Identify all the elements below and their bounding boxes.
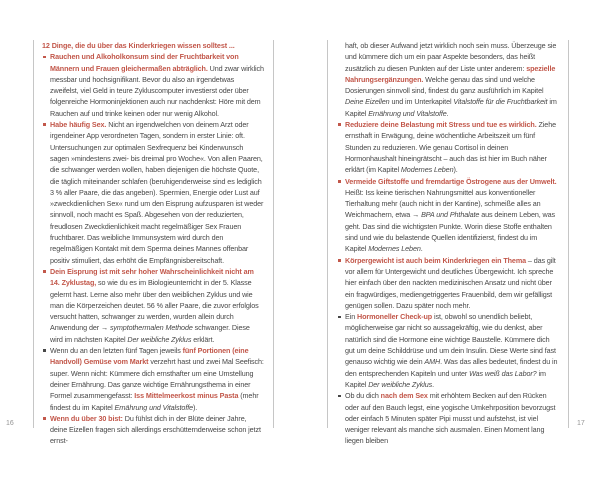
text-segment-plain: ). <box>453 165 458 175</box>
right-page-text-column <box>337 40 559 447</box>
text-segment-plain: so wie du es im Biologieunterricht in der 5. Klasse gelernt hast. Lerne also mehr über den weiblichen Zyklus und wie man die Körperzeichen deutet. 56 % aller Paare, die zuvor erfolglos versucht hatten, schwanger zu werden, wurden allein durch Anwendung der → <box>50 278 259 333</box>
bullet-icon <box>338 180 341 183</box>
text-segment-italic: Vitalstoffe für die Fruchtbarkeit <box>453 97 548 107</box>
text-segment-italic: Was weiß das Labor? <box>469 368 537 378</box>
text-segment-italic: Der weibliche Zyklus <box>368 379 433 389</box>
text-segment-plain: Nicht an irgendwelchen von deinem Arzt oder irgendeiner App verordneten Tagen, sondern in erster Linie: oft. Untersuchungen zur optimalen Sexfrequenz bei Kinderwunsch sagen »mindestens zwei- bis dreimal pro Woche«. Von allen Paaren, die schwanger werden wollen, haben diejenigen die höchste Quote, die täglich miteinander schlafen (beruhigenderweise sind es lediglich 3 % aller Paare, die das angeben). Spermien, Energie oder Lust auf »zweckdienlichen Sex« rund um den Eisprung aufzusparen ist weder sinnvoll, noch macht es Spaß. Abgesehen von der reduzierten, freudlosen Zweckdienlichkeit macht regelmäßiger Sex Frauen fruchtbarer. Das weibliche Immunsystem wird durch den regelmäßigen Kontakt mit dem Sperma deines Mannes offenbar positiv stimuliert, das erhöht die Empfängnisbereitschaft. <box>50 120 264 265</box>
bullet-icon <box>338 259 341 262</box>
text-segment-plain: . <box>432 379 434 389</box>
text-segment-plain: verzehrt hast und zwei Mal Seefisch: super. Wenn nicht: Kümmere dich ernsthafter um eine Umstellung deiner Ernährung. Das ganze wichtige Ernährungsthema in einer Formel zusammengefasst: <box>50 357 264 401</box>
text-segment-accent: nach dem Sex <box>380 391 428 401</box>
text-segment-plain: Wenn du an den letzten fünf Tagen jeweils <box>50 346 183 356</box>
bullet-icon <box>338 123 341 126</box>
text-segment-italic: AMH <box>424 357 441 367</box>
list-item <box>42 345 264 413</box>
text-segment-plain: Und zwar wirklich messbar und hochsignifikant. Bevor du also an irgendetwas zweifelst, viel Geld in teure Zykluscomputer investierst oder über folgenreiche Hormoninjektionen auch nur nachdenkst: Höre mit dem Rauchen auf und trinke keinen oder nur wenig Alkohol. <box>50 63 264 118</box>
left-page-paragraphs <box>42 51 264 446</box>
text-segment-plain: Du fühlst dich in der Blüte deiner Jahre, deine Eizellen fragen sich allerdings erschütternderweise schon jetzt ernst- <box>50 413 261 446</box>
text-segment-accent: Iss Mittelmeerkost minus Pasta <box>134 391 239 401</box>
list-item <box>42 119 264 266</box>
text-segment-italic: Der weibliche Zyklus <box>127 334 192 344</box>
list-item <box>42 51 264 119</box>
bullet-icon <box>43 56 46 59</box>
bullet-icon <box>338 316 341 319</box>
page-number-left: 16 <box>6 420 14 427</box>
list-item <box>337 40 559 119</box>
text-segment-plain: Ob du dich <box>345 391 381 401</box>
text-segment-plain: – das gilt vor allem für Untergewicht und deutliches Übergewicht. Ich spreche hier einfach über den nackten medizinischen Ansatz und nicht über ein fragwürdiges, mediengetriggertes Frauenbild, dem wir gefälligst genügen sollen. Dazu später noch mehr. <box>345 255 556 310</box>
text-segment-accent: Wenn du über 30 bist: <box>50 413 123 423</box>
text-segment-plain: und im Unterkapitel <box>389 97 454 107</box>
text-segment-plain: schwanger. Diese wird im nächsten Kapitel <box>50 323 250 344</box>
right-page-inner-rule <box>327 40 328 428</box>
text-segment-plain: Ein <box>345 312 357 322</box>
text-segment-plain: . <box>420 244 423 254</box>
right-page-outer-rule <box>568 40 569 428</box>
left-page-text-column <box>42 40 264 447</box>
list-item <box>337 176 559 255</box>
text-segment-italic: Modernes Leben <box>368 244 421 254</box>
text-segment-plain: (mehr findest du im Kapitel <box>50 391 259 412</box>
bullet-icon <box>43 123 46 126</box>
text-segment-italic: Deine Eizellen <box>345 97 390 107</box>
text-segment-italic: BPA und Phthalate <box>421 210 480 220</box>
bullet-icon <box>43 349 46 352</box>
text-segment-plain: Welche genau das sind und welche Dosierungen sinnvoll sind, findest du ganz ausführlich im Kapitel <box>345 74 544 96</box>
text-segment-accent: Reduziere deine Belastung mit Stress und tue es wirklich. <box>345 120 537 130</box>
text-segment-plain: . Was das alles bedeutet, findest du in den entsprechenden Kapiteln und unter <box>345 357 558 378</box>
text-segment-plain: aus deinem Leben, was geht. Das sind die wichtigsten Punkte. Worin diese Stoffe enthalten sind und wie du belastende Quellen identifizierst, findest du im Kapitel <box>345 210 556 254</box>
list-item <box>42 266 264 345</box>
page-number-right: 17 <box>577 420 585 427</box>
text-segment-italic: Modernes Leben <box>400 165 454 175</box>
text-segment-italic: symptothermalen Methode <box>109 323 193 333</box>
chapter-list-heading: 12 Dinge, die du über das Kinderkriegen wissen solltest ... <box>42 41 235 50</box>
left-page-inner-rule <box>273 40 274 428</box>
text-segment-plain: . <box>446 108 449 118</box>
list-item <box>337 311 559 390</box>
text-segment-plain: haft, ob dieser Aufwand jetzt wirklich noch sein muss. Überzeuge sie und kümmere dich um ein paar Aspekte besonders, das heißt zusätzlich zu diesen Punkten auf der Liste unter anderem: <box>345 41 557 73</box>
text-segment-accent: Vermeide Giftstoffe und fremdartige Östrogene aus der Umwelt. <box>345 176 557 186</box>
text-segment-accent: fünf Portionen (eine Handvoll) Gemüse vom Markt <box>50 346 249 367</box>
left-page-outer-rule <box>33 40 34 428</box>
list-item <box>337 390 559 446</box>
text-segment-plain: ). <box>193 402 198 412</box>
text-segment-plain: im Kapitel <box>345 97 557 118</box>
bullet-icon <box>338 395 341 398</box>
text-segment-italic: Ernährung und Vitalstoffe <box>368 108 447 118</box>
text-segment-accent: spezielle Nahrungsergänzungen. <box>345 63 556 84</box>
bullet-icon <box>43 417 46 420</box>
text-segment-plain: erklärt. <box>191 334 215 344</box>
text-segment-plain: ist, obwohl so unendlich beliebt, möglicherweise gar nicht so aussagekräftig, wie du denkst, aber natürlich sind die Hormone eine wichtige Baustelle. Kümmere dich gut um deine Schilddrüse und um dein Insulin. Diese Werte sind fast genauso wichtig wie dein <box>345 312 556 367</box>
list-item <box>337 255 559 311</box>
list-item <box>42 413 264 447</box>
text-segment-accent: Körpergewicht ist auch beim Kinderkriegen ein Thema <box>345 255 527 265</box>
text-segment-accent: Rauchen und Alkoholkonsum sind der Fruchtbarkeit von Männern und Frauen gleichermaßen abträglich. <box>50 52 239 73</box>
text-segment-accent: Habe häufig Sex. <box>50 120 107 130</box>
bullet-icon <box>43 270 46 273</box>
text-segment-accent: Hormoneller Check-up <box>357 312 433 322</box>
text-segment-plain: Heißt: Iss keine tierischen Nahrungsmittel aus konventioneller Tierhaltung mehr (auch nicht in der Kantine), schmeiße alles an Weichmachern, etwa → <box>345 187 541 220</box>
text-segment-plain: Ziehe ernsthaft in Erwägung, deine wöchentliche Arbeitszeit um fünf Stunden zu reduzieren. Wie genau Cortisol in deinen Hormonhaushalt hineingrätscht – auch das ist hier im Buch näher erklärt (im Kapitel <box>345 120 556 175</box>
text-segment-accent: Dein Eisprung ist mit sehr hoher Wahrscheinlichkeit nicht am 14. Zyklustag, <box>50 266 254 288</box>
list-item <box>337 119 559 175</box>
right-page-paragraphs <box>337 40 559 447</box>
text-segment-plain: mit erhöhtem Becken auf den Rücken oder auf den Bauch legst, eine yogische Umkehrposition bevorzugst oder einfach 5 Minuten später Pipi musst und aufstehst, ist viel weniger relevant als manche sich ausmalen. Einen Moment lang liegen bleiben <box>345 391 556 446</box>
text-segment-plain: im Kapitel <box>345 368 546 389</box>
text-segment-italic: Ernährung und Vitalstoffe <box>114 402 194 412</box>
